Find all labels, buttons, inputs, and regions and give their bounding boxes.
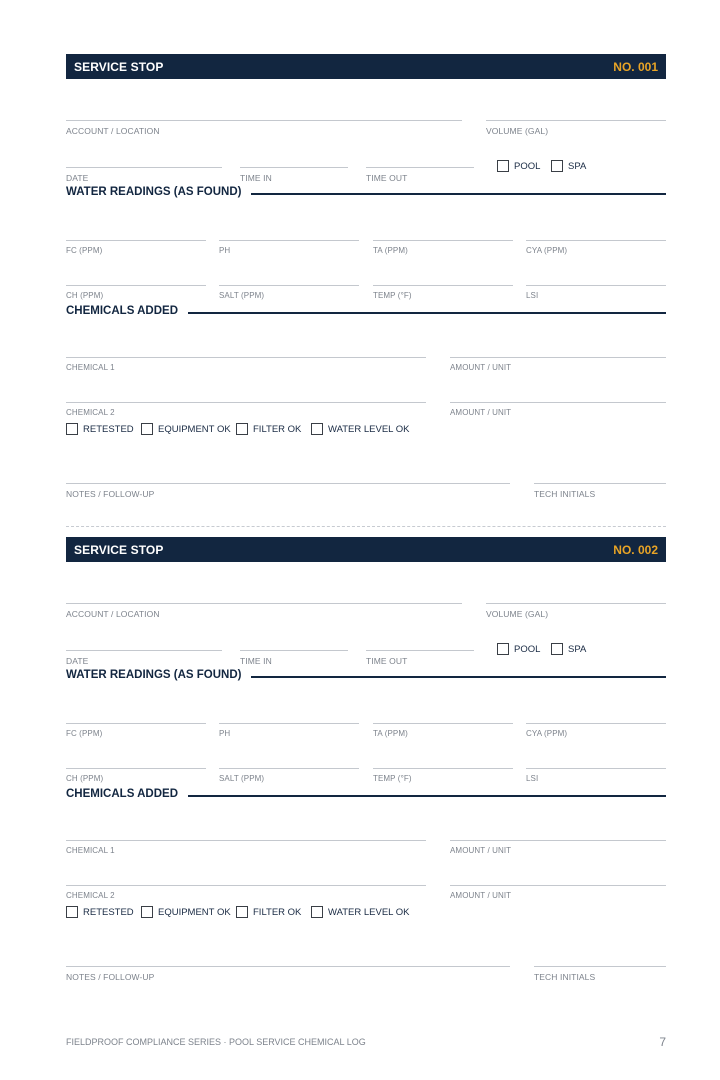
- cya-field[interactable]: [526, 240, 666, 255]
- account-label: ACCOUNT / LOCATION: [66, 126, 160, 136]
- notes-field[interactable]: [66, 966, 510, 982]
- volume-label: VOLUME (GAL): [486, 126, 549, 136]
- amount-1-label: AMOUNT / UNIT: [450, 363, 512, 372]
- water-readings-section: [66, 186, 666, 200]
- amount-1-label: AMOUNT / UNIT: [450, 846, 512, 855]
- checkbox-box[interactable]: [141, 906, 153, 918]
- checkbox-box[interactable]: [551, 160, 563, 172]
- cya-label: CYA (PPM): [526, 729, 568, 738]
- temp-label: TEMP (°F): [373, 774, 412, 783]
- chemical-1-field[interactable]: [66, 357, 426, 372]
- section-title: WATER READINGS (AS FOUND): [66, 186, 251, 198]
- page-number: 7: [659, 1035, 666, 1049]
- chemical-2-label: CHEMICAL 2: [66, 408, 115, 417]
- card-title: SERVICE STOP: [74, 543, 164, 557]
- ch-label: CH (PPM): [66, 774, 104, 783]
- filter-ok-checkbox[interactable]: [236, 905, 301, 919]
- retested-checkbox[interactable]: [66, 422, 134, 436]
- time-out-field[interactable]: [366, 167, 474, 183]
- pool-label: POOL: [514, 643, 541, 655]
- section-title: CHEMICALS ADDED: [66, 305, 188, 317]
- volume-field[interactable]: [486, 120, 666, 136]
- cya-field[interactable]: [526, 723, 666, 738]
- temp-field[interactable]: [373, 768, 513, 783]
- ta-label: TA (PPM): [373, 246, 408, 255]
- spa-checkbox[interactable]: [551, 642, 586, 656]
- ta-field[interactable]: [373, 723, 513, 738]
- time-in-label: TIME IN: [240, 656, 272, 666]
- lsi-label: LSI: [526, 291, 539, 300]
- retested-checkbox[interactable]: [66, 905, 134, 919]
- checkbox-box[interactable]: [141, 423, 153, 435]
- water-readings-section: [66, 669, 666, 683]
- water-level-ok-checkbox[interactable]: [311, 422, 409, 436]
- checkbox-box[interactable]: [66, 423, 78, 435]
- pool-checkbox[interactable]: [497, 642, 540, 656]
- time-out-label: TIME OUT: [366, 173, 408, 183]
- ph-label: PH: [219, 729, 231, 738]
- chemical-1-label: CHEMICAL 1: [66, 846, 115, 855]
- card-header: [66, 537, 666, 562]
- temp-field[interactable]: [373, 285, 513, 300]
- chemical-2-field[interactable]: [66, 402, 426, 417]
- chemical-1-field[interactable]: [66, 840, 426, 855]
- water-level-ok-checkbox[interactable]: [311, 905, 409, 919]
- fc-field[interactable]: [66, 240, 206, 255]
- amount-2-field[interactable]: [450, 885, 666, 900]
- amount-1-field[interactable]: [450, 357, 666, 372]
- checkbox-box[interactable]: [66, 906, 78, 918]
- amount-2-label: AMOUNT / UNIT: [450, 408, 512, 417]
- amount-1-field[interactable]: [450, 840, 666, 855]
- salt-field[interactable]: [219, 768, 359, 783]
- ph-field[interactable]: [219, 723, 359, 738]
- account-label: ACCOUNT / LOCATION: [66, 609, 160, 619]
- lsi-label: LSI: [526, 774, 539, 783]
- spa-checkbox[interactable]: [551, 159, 586, 173]
- checkbox-box[interactable]: [311, 906, 323, 918]
- notes-label: NOTES / FOLLOW-UP: [66, 489, 155, 499]
- section-title: WATER READINGS (AS FOUND): [66, 669, 251, 681]
- fc-label: FC (PPM): [66, 246, 103, 255]
- tech-initials-field[interactable]: [534, 966, 666, 982]
- ch-field[interactable]: [66, 285, 206, 300]
- checkbox-box[interactable]: [311, 423, 323, 435]
- checkbox-box[interactable]: [497, 643, 509, 655]
- salt-label: SALT (PPM): [219, 291, 265, 300]
- temp-label: TEMP (°F): [373, 291, 412, 300]
- account-field[interactable]: [66, 603, 462, 619]
- chemicals-added-section: [66, 788, 666, 802]
- filter-ok-label: FILTER OK: [253, 906, 302, 918]
- card-divider: [66, 526, 666, 527]
- card-number: NO. 001: [613, 60, 658, 74]
- retested-label: RETESTED: [83, 423, 134, 435]
- amount-2-label: AMOUNT / UNIT: [450, 891, 512, 900]
- date-label: DATE: [66, 173, 89, 183]
- time-in-field[interactable]: [240, 650, 348, 666]
- account-field[interactable]: [66, 120, 462, 136]
- checkbox-box[interactable]: [497, 160, 509, 172]
- water-level-ok-label: WATER LEVEL OK: [328, 423, 410, 435]
- pool-label: POOL: [514, 160, 541, 172]
- spa-label: SPA: [568, 160, 587, 172]
- spa-label: SPA: [568, 643, 587, 655]
- chemical-2-label: CHEMICAL 2: [66, 891, 115, 900]
- water-level-ok-label: WATER LEVEL OK: [328, 906, 410, 918]
- cya-label: CYA (PPM): [526, 246, 568, 255]
- salt-label: SALT (PPM): [219, 774, 265, 783]
- ph-field[interactable]: [219, 240, 359, 255]
- notes-field[interactable]: [66, 483, 510, 499]
- chemical-1-label: CHEMICAL 1: [66, 363, 115, 372]
- tech-initials-label: TECH INITIALS: [534, 972, 596, 982]
- date-field[interactable]: [66, 167, 222, 183]
- lsi-field[interactable]: [526, 768, 666, 783]
- checkbox-box[interactable]: [551, 643, 563, 655]
- volume-field[interactable]: [486, 603, 666, 619]
- amount-2-field[interactable]: [450, 402, 666, 417]
- tech-initials-label: TECH INITIALS: [534, 489, 596, 499]
- chemicals-added-section: [66, 305, 666, 319]
- chemical-2-field[interactable]: [66, 885, 426, 900]
- card-title: SERVICE STOP: [74, 60, 164, 74]
- ta-field[interactable]: [373, 240, 513, 255]
- ch-label: CH (PPM): [66, 291, 104, 300]
- equipment-ok-label: EQUIPMENT OK: [158, 906, 231, 918]
- time-in-label: TIME IN: [240, 173, 272, 183]
- checkbox-box[interactable]: [236, 423, 248, 435]
- ta-label: TA (PPM): [373, 729, 408, 738]
- section-title: CHEMICALS ADDED: [66, 788, 188, 800]
- fc-label: FC (PPM): [66, 729, 103, 738]
- card-number: NO. 002: [613, 543, 658, 557]
- ph-label: PH: [219, 246, 231, 255]
- volume-label: VOLUME (GAL): [486, 609, 549, 619]
- footer-text: FIELDPROOF COMPLIANCE SERIES · POOL SERVICE CHEMICAL LOG: [66, 1037, 366, 1047]
- date-label: DATE: [66, 656, 89, 666]
- date-field[interactable]: [66, 650, 222, 666]
- filter-ok-label: FILTER OK: [253, 423, 302, 435]
- equipment-ok-checkbox[interactable]: [141, 905, 231, 919]
- checkbox-box[interactable]: [236, 906, 248, 918]
- fc-field[interactable]: [66, 723, 206, 738]
- time-out-field[interactable]: [366, 650, 474, 666]
- filter-ok-checkbox[interactable]: [236, 422, 301, 436]
- pool-checkbox[interactable]: [497, 159, 540, 173]
- service-stop-card-2: [66, 537, 666, 1007]
- notes-label: NOTES / FOLLOW-UP: [66, 972, 155, 982]
- service-stop-card-1: [66, 54, 666, 524]
- time-in-field[interactable]: [240, 167, 348, 183]
- retested-label: RETESTED: [83, 906, 134, 918]
- salt-field[interactable]: [219, 285, 359, 300]
- equipment-ok-label: EQUIPMENT OK: [158, 423, 231, 435]
- tech-initials-field[interactable]: [534, 483, 666, 499]
- lsi-field[interactable]: [526, 285, 666, 300]
- equipment-ok-checkbox[interactable]: [141, 422, 231, 436]
- card-header: [66, 54, 666, 79]
- ch-field[interactable]: [66, 768, 206, 783]
- time-out-label: TIME OUT: [366, 656, 408, 666]
